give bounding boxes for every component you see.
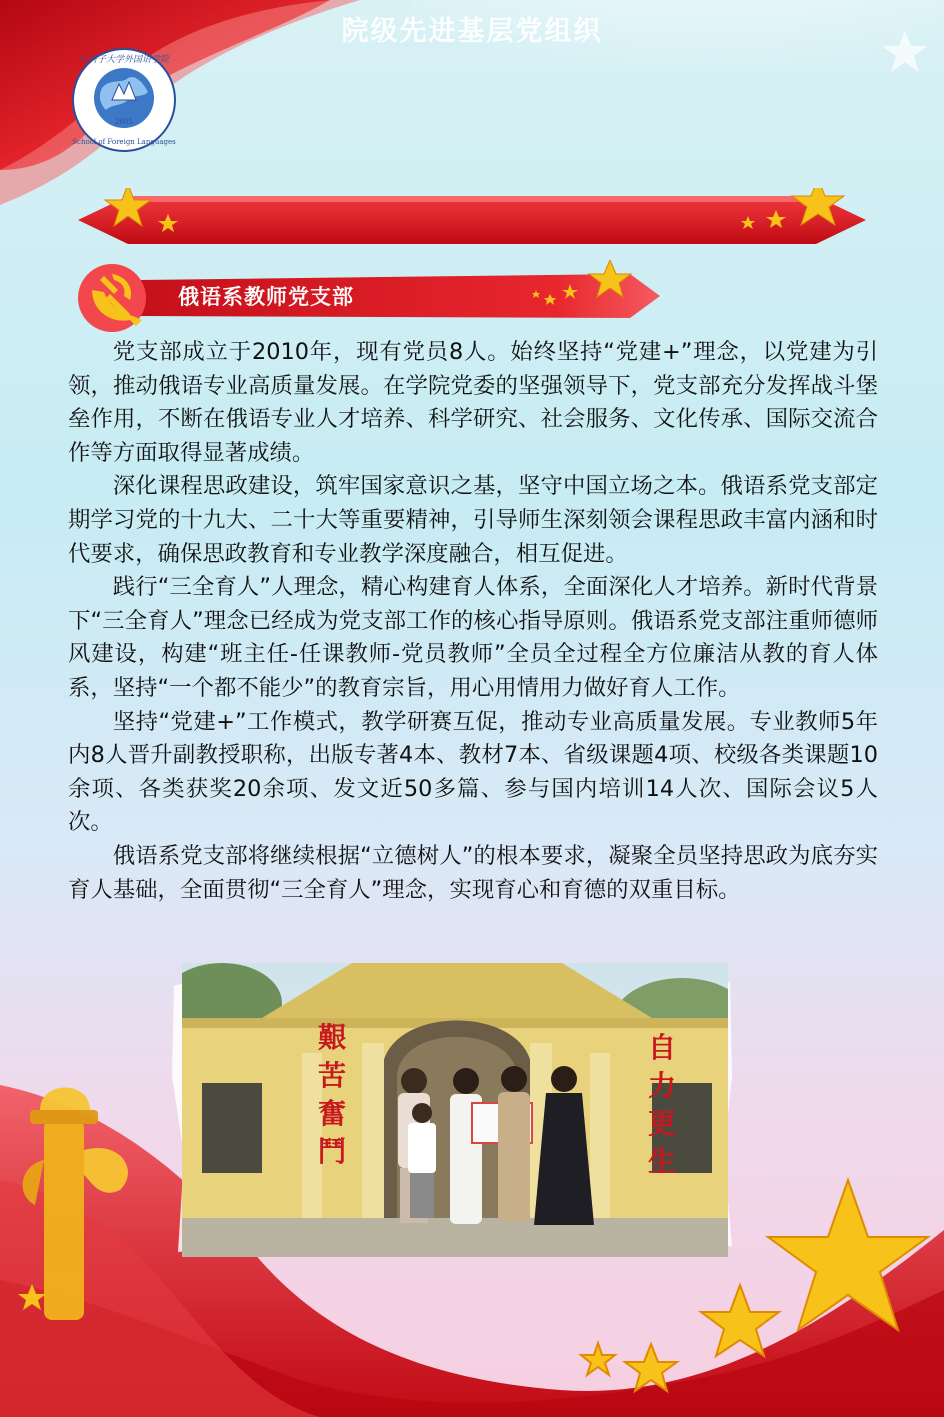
- logo-year: 2005: [115, 118, 133, 126]
- paragraph: 践行“三全育人”人理念，精心构建育人体系，全面深化人才培养。新时代背景下“三全育人”理念已经成为党支部工作的核心指导原则。俄语系党支部注重师德师风建设，构建“班主任-任课教师-党员教师”全员全过程全方位廉洁从教的育人体系，坚持“一个都不能少”的教育宗旨，用心用情用力做好育人工作。: [68, 574, 878, 701]
- slogan-char: 自: [647, 1031, 677, 1064]
- paragraph: 坚持“党建+”工作模式，教学研赛互促，推动专业高质量发展。专业教师5年内8人晋升副教授职称，出版专著4本、教材7本、省级课题4项、校级各类课题10余项、各类获奖20余项、发文近50多篇、参与国内培训14人次、国际会议5人次。: [68, 708, 878, 836]
- slogan-char: 生: [647, 1145, 677, 1178]
- slogan-char: 奮: [317, 1097, 347, 1130]
- group-photo: [182, 963, 728, 1257]
- slogan-char: 鬥: [317, 1135, 347, 1168]
- logo-chinese-text: 石河子大学外国语学院: [78, 55, 170, 65]
- paragraph: 深化课程思政建设，筑牢国家意识之基，坚守中国立场之本。俄语系党支部定期学习党的十九大、二十大等重要精神，引导师生深刻领会课程思政丰富内涵和时代要求，确保思政教育和专业教学深度融合，相互促进。: [68, 473, 878, 567]
- title-banner: [68, 188, 876, 252]
- slogan-char: 更: [647, 1107, 677, 1140]
- party-emblem-icon: [78, 264, 146, 332]
- logo-english-text: School of Foreign Languages: [72, 138, 176, 146]
- body-text: [68, 336, 878, 907]
- section-title: 俄语系教师党支部: [178, 285, 354, 309]
- slogan-char: 苦: [317, 1059, 347, 1092]
- paragraph: 党支部成立于2010年，现有党员8人。始终坚持“党建+”理念，以党建为引领，推动俄语专业高质量发展。在学院党委的坚强领导下，党支部充分发挥战斗堡垒作用，不断在俄语专业人才培养、科学研究、社会服务、文化传承、国际交流合作等方面取得显著成绩。: [68, 339, 878, 466]
- slogan-char: 力: [647, 1069, 677, 1102]
- section-banner: [70, 260, 670, 332]
- page-title: 院级先进基层党组织: [341, 16, 603, 47]
- paragraph: 俄语系党支部将继续根据“立德树人”的根本要求，凝聚全员坚持思政为底夯实育人基础，全面贯彻“三全育人”理念，实现育心和育德的双重目标。: [68, 842, 878, 903]
- slogan-char: 艱: [317, 1021, 347, 1054]
